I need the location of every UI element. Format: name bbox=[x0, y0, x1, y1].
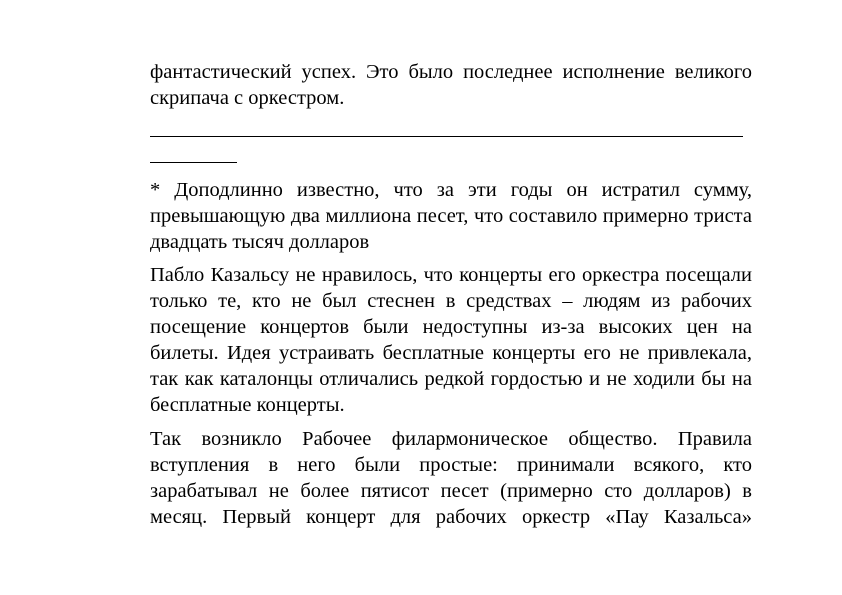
horizontal-rule bbox=[150, 136, 743, 137]
footnote-separator bbox=[150, 162, 237, 163]
paragraph-casals-concerts: Пабло Казальсу не нравилось, что концерты его оркестра посещали только те, кто не был стеснен в средствах – людям из рабочих посещение концертов были недоступны из-за высоких цен на билеты. Идея устраивать бесплатные концерты его не привлекала, так как каталонцы отличались редкой гордостью и не ходили бы на бесплатные концерты. bbox=[150, 264, 752, 416]
paragraph-continuation: фантастический успех. Это было последнее исполнение великого скрипача с оркестром. bbox=[150, 61, 752, 109]
footnote-text: * Доподлинно известно, что за эти годы он истратил сумму, превышающую два миллиона песет, что составило примерно триста двадцать тысяч долларов bbox=[150, 179, 752, 253]
paragraph-workers-society: Так возникло Рабочее филармоническое общество. Правила вступления в него были простые: принимали всякого, кто зарабатывал не более пятисот песет (примерно сто долларов) в месяц. Первый концерт для рабочих оркестр «Пау Казальса» bbox=[150, 428, 752, 528]
